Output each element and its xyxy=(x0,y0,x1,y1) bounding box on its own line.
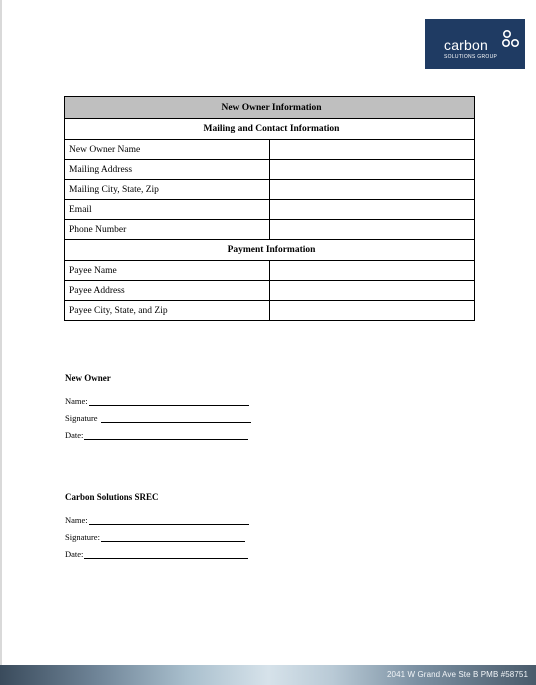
field-label: Payee Name xyxy=(65,261,270,281)
new-owner-name-field[interactable] xyxy=(270,140,475,160)
new-owner-title: New Owner xyxy=(65,373,111,383)
table-row xyxy=(65,180,475,200)
date-label: Date: xyxy=(65,430,84,440)
payee-city-state-zip-field[interactable] xyxy=(270,301,475,321)
phone-number-field[interactable] xyxy=(270,220,475,240)
page-edge xyxy=(0,0,2,685)
new-owner-signature-line xyxy=(65,406,251,423)
carbon-srec-date-input[interactable] xyxy=(84,549,248,559)
table-row xyxy=(65,281,475,301)
new-owner-date-input[interactable] xyxy=(84,430,248,440)
payee-address-field[interactable] xyxy=(270,281,475,301)
email-field[interactable] xyxy=(270,200,475,220)
field-label: Payee Address xyxy=(65,281,270,301)
field-label: New Owner Name xyxy=(65,140,270,160)
new-owner-signature-block xyxy=(65,373,251,440)
payment-section-title: Payment Information xyxy=(65,240,475,261)
company-logo xyxy=(425,19,525,69)
logo-rings-icon xyxy=(500,29,524,51)
payee-name-field[interactable] xyxy=(270,261,475,281)
field-label: Phone Number xyxy=(65,220,270,240)
carbon-srec-title: Carbon Solutions SREC xyxy=(65,492,159,502)
section-row xyxy=(65,119,475,140)
carbon-srec-signature-input[interactable] xyxy=(101,532,245,542)
logo-subtitle: SOLUTIONS GROUP xyxy=(444,54,498,60)
mailing-section-title: Mailing and Contact Information xyxy=(65,119,475,140)
name-label: Name: xyxy=(65,396,88,406)
carbon-srec-name-line xyxy=(65,508,249,525)
field-label: Mailing Address xyxy=(65,160,270,180)
carbon-srec-date-line xyxy=(65,542,249,559)
name-label: Name: xyxy=(65,515,88,525)
carbon-srec-signature-block xyxy=(65,492,249,559)
table-title: New Owner Information xyxy=(65,97,475,119)
footer-address: 2041 W Grand Ave Ste B PMB #58751 xyxy=(386,670,528,679)
carbon-srec-signature-line xyxy=(65,525,249,542)
table-header-row xyxy=(65,97,475,119)
new-owner-date-line xyxy=(65,423,251,440)
table-row xyxy=(65,160,475,180)
signature-label: Signature xyxy=(65,413,98,423)
logo-wordmark: carbon xyxy=(444,37,489,53)
table-row xyxy=(65,220,475,240)
table-row xyxy=(65,301,475,321)
footer-banner xyxy=(0,665,536,685)
carbon-srec-name-input[interactable] xyxy=(89,515,249,525)
signature-label: Signature: xyxy=(65,532,100,542)
table-row xyxy=(65,261,475,281)
field-label: Payee City, State, and Zip xyxy=(65,301,270,321)
table-row xyxy=(65,200,475,220)
mailing-city-state-zip-field[interactable] xyxy=(270,180,475,200)
date-label: Date: xyxy=(65,549,84,559)
new-owner-name-input[interactable] xyxy=(89,396,249,406)
new-owner-signature-input[interactable] xyxy=(101,413,251,423)
field-label: Mailing City, State, Zip xyxy=(65,180,270,200)
mailing-address-field[interactable] xyxy=(270,160,475,180)
field-label: Email xyxy=(65,200,270,220)
table-row xyxy=(65,140,475,160)
new-owner-name-line xyxy=(65,389,251,406)
section-row xyxy=(65,240,475,261)
owner-information-table xyxy=(64,96,475,321)
